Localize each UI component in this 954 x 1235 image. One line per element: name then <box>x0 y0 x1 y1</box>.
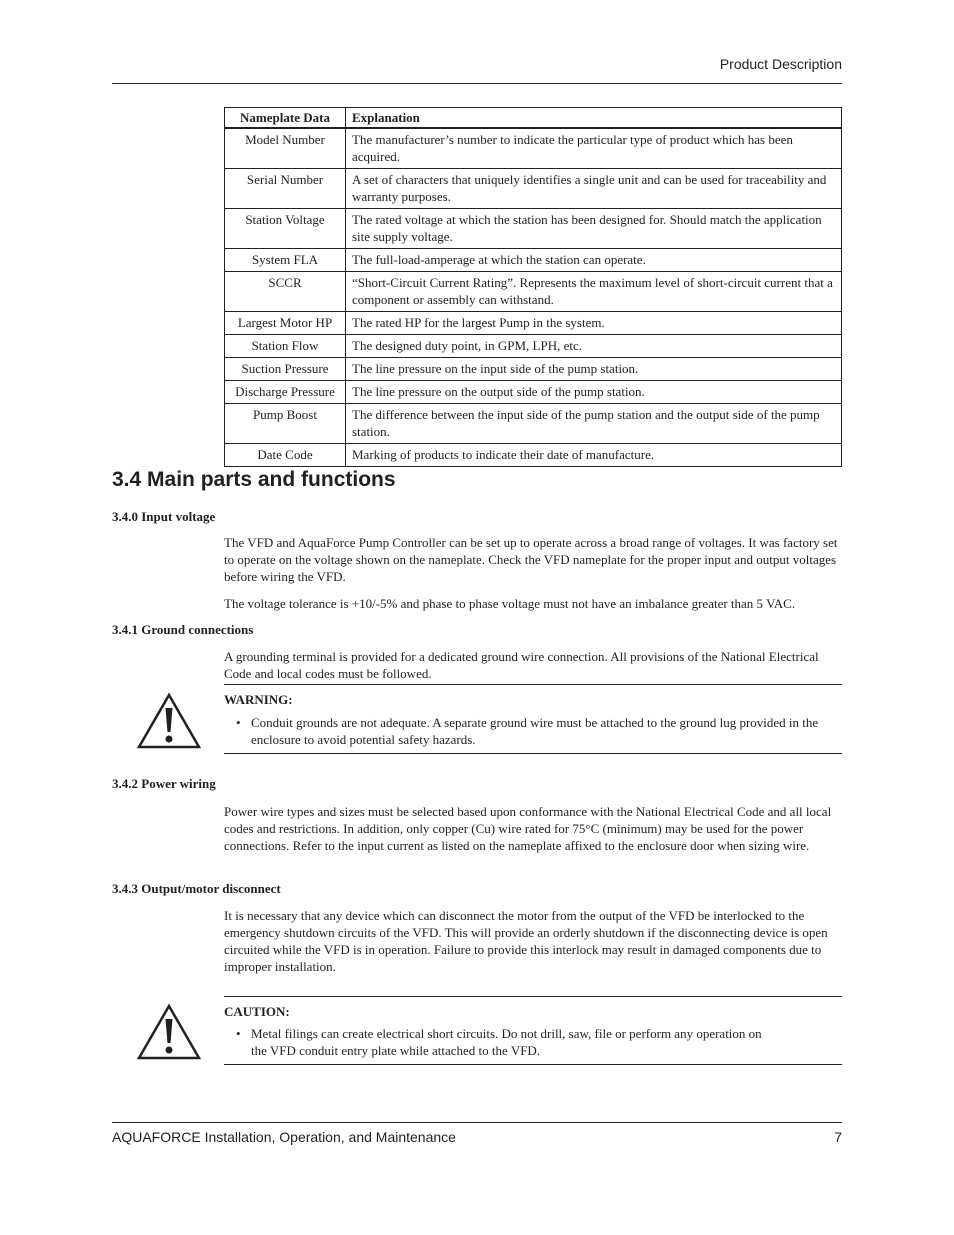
nameplate-item: Pump Boost <box>225 404 346 444</box>
nameplate-item: Date Code <box>225 444 346 467</box>
nameplate-explanation: The rated HP for the largest Pump in the system. <box>346 312 842 335</box>
nameplate-item: Station Flow <box>225 335 346 358</box>
table-row <box>225 335 842 358</box>
running-header: Product Description <box>719 56 842 72</box>
subsection-heading-power-wiring: 3.4.2 Power wiring <box>112 776 216 791</box>
caution-top-rule <box>224 996 842 997</box>
table-row <box>225 312 842 335</box>
column-header: Nameplate Data <box>225 108 346 129</box>
footer-document-title: AQUAFORCE Installation, Operation, and Maintenance <box>112 1129 456 1145</box>
caution-title: CAUTION: <box>224 1004 290 1019</box>
table-row <box>225 169 842 209</box>
nameplate-item: Model Number <box>225 128 346 169</box>
warning-text: Conduit grounds are not adequate. A separate ground wire must be attached to the ground lug provided in the enclosure to avoid potential safety hazards. <box>251 715 819 747</box>
column-header: Explanation <box>346 108 842 129</box>
table-row <box>225 381 842 404</box>
nameplate-item: Discharge Pressure <box>225 381 346 404</box>
nameplate-item: Serial Number <box>225 169 346 209</box>
section-title: 3.4 Main parts and functions <box>112 468 396 491</box>
nameplate-explanation: The manufacturer’s number to indicate the particular type of product which has been acquired. <box>346 128 842 169</box>
paragraph-voltage-tolerance: The voltage tolerance is +10/-5% and phase to phase voltage must not have an imbalance greater than 5 VAC. <box>224 596 796 611</box>
nameplate-explanation: The designed duty point, in GPM, LPH, etc. <box>346 335 842 358</box>
bullet-icon: • <box>236 1026 241 1041</box>
nameplate-table <box>224 107 842 467</box>
nameplate-explanation: Marking of products to indicate their date of manufacture. <box>346 444 842 467</box>
caution-list-item <box>236 1025 776 1059</box>
table-row <box>225 404 842 444</box>
nameplate-item: SCCR <box>225 272 346 312</box>
caution-text: Metal filings can create electrical short circuits. Do not drill, saw, file or perform any operation on the VFD conduit entry plate while attached to the VFD. <box>251 1026 762 1058</box>
subsection-heading-output-disconnect: 3.4.3 Output/motor disconnect <box>112 881 281 896</box>
warning-top-rule <box>224 684 842 685</box>
nameplate-item: Station Voltage <box>225 209 346 249</box>
table-row <box>225 358 842 381</box>
nameplate-explanation: The line pressure on the input side of the pump station. <box>346 358 842 381</box>
paragraph-output-disconnect: It is necessary that any device which can disconnect the motor from the output of the VFD be interlocked to the emergency shutdown circuits of the VFD. This will provide an orderly shutdown if the disconnecting device is open circuited while the VFD is in operation. Failure to provide this interlock may result in damaged components due to improper installation. <box>224 908 828 974</box>
table-row <box>225 249 842 272</box>
caution-bottom-rule <box>224 1064 842 1065</box>
subsection-heading-input-voltage: 3.4.0 Input voltage <box>112 509 216 524</box>
nameplate-explanation: The line pressure on the output side of the pump station. <box>346 381 842 404</box>
paragraph-ground-connections: A grounding terminal is provided for a dedicated ground wire connection. All provisions of the National Electrical Code and local codes must be followed. <box>224 649 819 681</box>
nameplate-explanation: “Short-Circuit Current Rating”. Represents the maximum level of short-circuit current that a component or assembly can withstand. <box>346 272 842 312</box>
page-number: 7 <box>834 1129 842 1145</box>
warning-title: WARNING: <box>224 692 293 707</box>
paragraph-input-voltage: The VFD and AquaForce Pump Controller can be set up to operate across a broad range of voltages. It was factory set to operate on the voltage shown on the nameplate. Check the VFD nameplate for the proper input and output voltages before wiring the VFD. <box>224 535 838 584</box>
table-row <box>225 209 842 249</box>
nameplate-explanation: A set of characters that uniquely identifies a single unit and can be used for traceability and warranty purposes. <box>346 169 842 209</box>
subsection-heading-ground-connections: 3.4.1 Ground connections <box>112 622 254 637</box>
nameplate-item: System FLA <box>225 249 346 272</box>
table-row <box>225 128 842 169</box>
footer-divider <box>112 1122 842 1123</box>
table-row <box>225 444 842 467</box>
warning-bottom-rule <box>224 753 842 754</box>
table-row <box>225 272 842 312</box>
table-header-row <box>225 108 842 129</box>
nameplate-item: Largest Motor HP <box>225 312 346 335</box>
warning-triangle-icon <box>136 1003 202 1061</box>
warning-triangle-icon <box>136 692 202 750</box>
bullet-icon: • <box>236 715 241 730</box>
nameplate-explanation: The rated voltage at which the station has been designed for. Should match the application site supply voltage. <box>346 209 842 249</box>
warning-list-item <box>236 714 836 748</box>
header-divider <box>112 83 842 84</box>
paragraph-power-wiring: Power wire types and sizes must be selected based upon conformance with the National Electrical Code and all local codes and restrictions. In addition, only copper (Cu) wire rated for 75°C (minimum) may be used for the power connections. Refer to the input current as listed on the nameplate affixed to the enclosure door when sizing wire. <box>224 804 832 853</box>
nameplate-item: Suction Pressure <box>225 358 346 381</box>
nameplate-explanation: The difference between the input side of the pump station and the output side of the pump station. <box>346 404 842 444</box>
nameplate-explanation: The full-load-amperage at which the station can operate. <box>346 249 842 272</box>
